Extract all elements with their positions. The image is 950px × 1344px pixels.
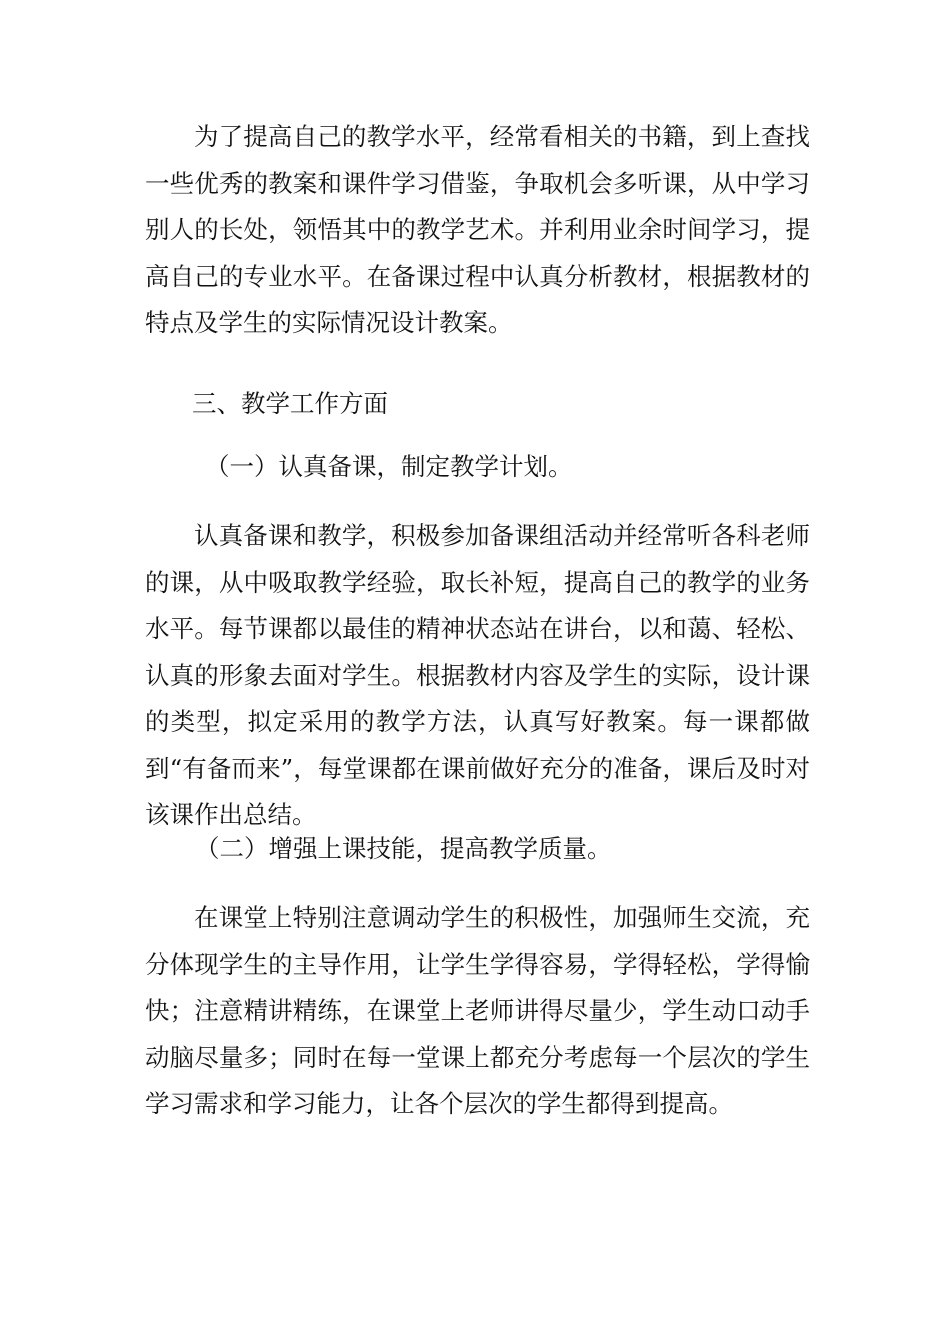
- body-paragraph: 在课堂上特别注意调动学生的积极性，加强师生交流，充分体现学生的主导作用，让学生学得容易，学得轻松，学得愉快；注意精讲精练，在课堂上老师讲得尽量少，学生动口动手动脑尽量多；同时在每一堂课上都充分考虑每一个层次的学生学习需求和学习能力，让各个层次的学生都得到提高。: [145, 903, 810, 1118]
- section-heading: 三、教学工作方面: [192, 389, 388, 418]
- subsection-heading: （一）认真备课，制定教学计划。: [205, 452, 573, 481]
- subsection-heading: （二）增强上课技能，提高教学质量。: [195, 834, 612, 863]
- body-paragraph: 为了提高自己的教学水平，经常看相关的书籍，到上查找一些优秀的教案和课件学习借鉴，争取机会多听课，从中学习别人的长处，领悟其中的教学艺术。并利用业余时间学习，提高自己的专业水平。在备课过程中认真分析教材，根据教材的特点及学生的实际情况设计教案。: [145, 122, 810, 337]
- body-paragraph: 认真备课和教学，积极参加备课组活动并经常听各科老师的课，从中吸取教学经验，取长补短，提高自己的教学的业务水平。每节课都以最佳的精神状态站在讲台，以和蔼、轻松、认真的形象去面对学生。根据教材内容及学生的实际，设计课的类型，拟定采用的教学方法，认真写好教案。每一课都做到“有备而来”，每堂课都在课前做好充分的准备，课后及时对该课作出总结。: [145, 521, 810, 829]
